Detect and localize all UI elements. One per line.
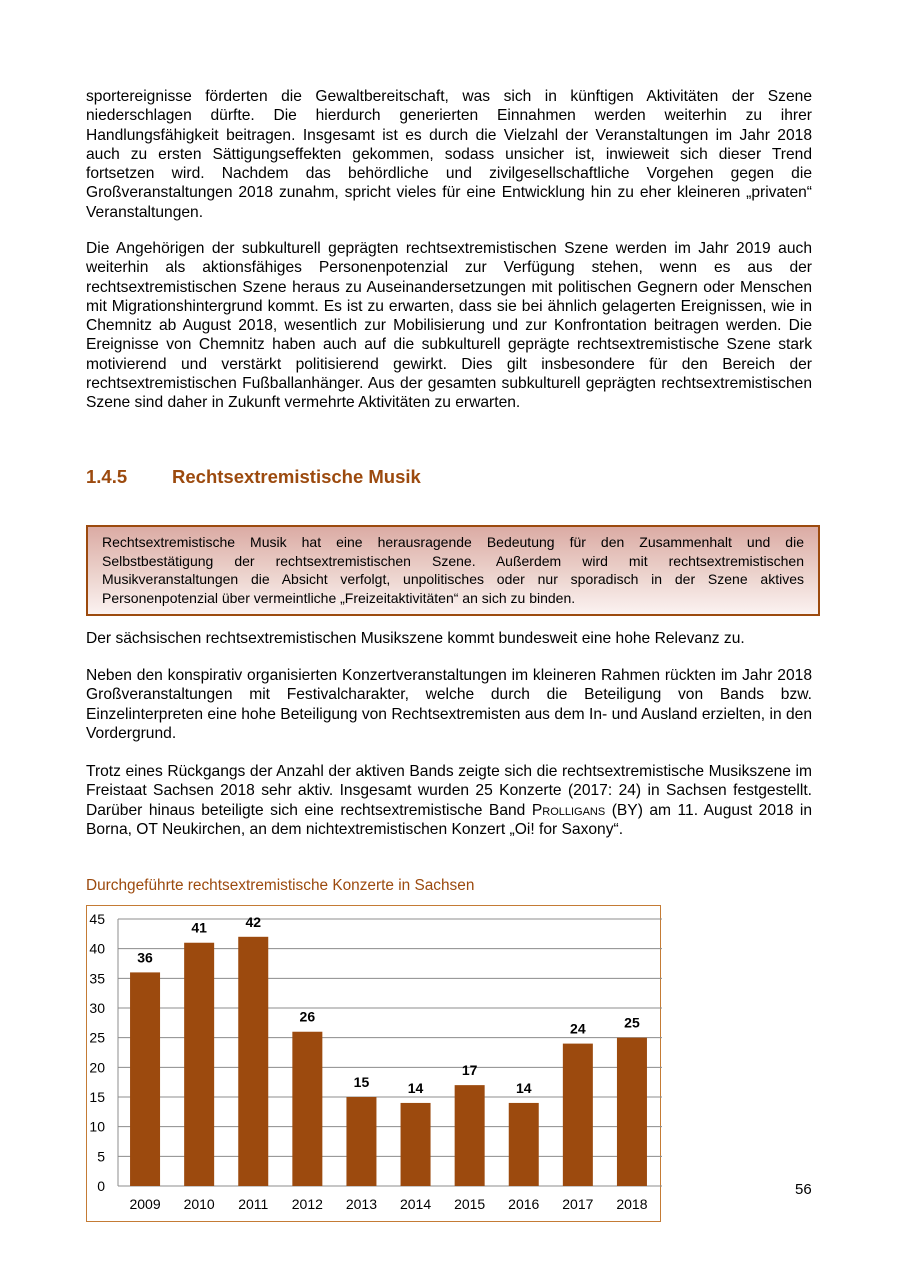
bar [563,1044,593,1186]
bar [509,1103,539,1186]
x-tick-label: 2012 [291,1196,323,1212]
x-tick-label: 2016 [508,1196,540,1212]
y-tick-label: 15 [89,1089,105,1105]
bar-value-label: 36 [137,949,153,966]
page-number: 56 [795,1181,812,1198]
bar [184,943,214,1186]
y-tick-label: 40 [89,940,105,957]
x-tick-label: 2009 [129,1196,161,1212]
paragraph-text-before-band: Trotz eines Rückgangs der Anzahl der aktiven Bands zeigte sich die rechtsextremistische Musikszene im Freistaat Sachsen 2018 sehr aktiv. Insgesamt wurden 25 Konzerte (2017: 24) in Sachsen festgestellt. Darüber hinaus beteiligte sich eine rechtsextremistische Band [86,763,812,819]
paragraph-concerts-2018 [86,762,812,839]
x-tick-label: 2014 [399,1196,432,1212]
summary-infobox: Rechtsextremistische Musik hat eine herausragende Bedeutung für den Zusammenhalt und die Selbstbestätigung der rechtsextremistischen Szene. Außerdem wird mit rechtsextremistischen Musikveranstaltungen die Absicht verfolgt, unpolitisches oder nur sporadisch in der Szene aktives Personenpotenzial über vermeintliche „Freizeitaktivitäten“ an sich zu binden. [86,525,820,616]
paragraph-subculture-outlook: Die Angehörigen der subkulturell geprägten rechtsextremistischen Szene werden im Jahr 2019 auch weiterhin als aktionsfähiges Personenpotenzial zur Verfügung stehen, wenn es aus der rechtsextremistischen Szene heraus zu Auseinandersetzungen mit politischen Gegnern oder Menschen mit Migrationshintergrund kommt. Es ist zu erwarten, dass sie bei ähnlich gelagerten Ereignissen, wie in Chemnitz ab August 2018, wesentlich zur Mobilisierung und zur Konfrontation beitragen werden. Die Ereignisse von Chemnitz haben auch auf die subkulturell geprägte rechtsextremistische Szene stark motivierend und verstärkt politisierend gewirkt. Dies gilt insbesondere für den Bereich der rechtsextremistischen Fußballanhänger. Aus der gesamten subkulturell geprägten rechtsextremistischen Szene sind daher in Zukunft vermehrte Aktivitäten zu erwarten. [86,240,812,412]
y-tick-label: 5 [97,1148,105,1165]
paragraph-festivals: Neben den konspirativ organisierten Konzertveranstaltungen im kleineren Rahmen rückten im Jahr 2018 Großveranstaltungen mit Festivalcharakter, welche durch die Beteiligung von Bands bzw. Einzelinterpreten eine hohe Beteiligung von Rechtsextremisten aus dem In- und Ausland erzielten, in den Vordergrund. [86,667,812,742]
bar [130,972,160,1186]
concerts-bar-chart-svg [87,906,662,1223]
bar-value-label: 24 [570,1020,586,1037]
y-tick-label: 35 [89,970,105,987]
x-tick-label: 2015 [454,1196,486,1212]
bar [346,1097,376,1186]
bar-value-label: 15 [353,1074,370,1090]
paragraph-relevance: Der sächsischen rechtsextremistischen Musikszene kommt bundesweit eine hohe Relevanz zu. [86,630,745,647]
bar [401,1103,431,1186]
y-tick-label: 0 [97,1178,105,1194]
section-number: 1.4.5 [86,466,128,487]
y-tick-label: 20 [89,1059,105,1076]
bar-value-label: 41 [191,919,207,936]
bar-value-label: 17 [461,1062,478,1079]
section-title: Rechtsextremistische Musik [172,466,421,487]
x-tick-label: 2017 [562,1196,594,1212]
bar-value-label: 14 [407,1079,424,1096]
bar [617,1038,647,1186]
y-tick-label: 10 [89,1118,105,1135]
bar-value-label: 14 [515,1079,532,1096]
x-tick-label: 2010 [183,1196,215,1212]
x-tick-label: 2011 [238,1196,269,1212]
y-tick-label: 30 [89,1000,105,1016]
band-name: Prolligans [531,801,606,819]
bar [238,937,268,1186]
concerts-chart [86,905,661,1222]
bar-value-label: 26 [299,1008,316,1025]
section-heading [86,466,421,488]
x-tick-label: 2013 [345,1196,378,1212]
bar-value-label: 25 [624,1014,640,1031]
paragraph-text-after-band: (BY) am 11. August 2018 in Borna, OT Neukirchen, an dem nichtextremistischen Konzert „Oi! for Saxony“. [86,801,812,838]
chart-caption: Durchgeführte rechtsextremistische Konzerte in Sachsen [86,877,475,894]
x-tick-label: 2018 [616,1196,648,1212]
bar [455,1085,485,1186]
paragraph-violence-outlook: sportereignisse förderten die Gewaltbereitschaft, was sich in künftigen Aktivitäten der Szene niederschlagen dürfte. Die hierdurch generierten Einnahmen werden weiterhin zu ihrer Handlungsfähigkeit beitragen. Insgesamt ist es durch die Vielzahl der Veranstaltungen im Jahr 2018 auch zu ersten Sättigungseffekten gekommen, sodass unsicher ist, inwieweit sich dieser Trend fortsetzen wird. Nachdem das behördliche und zivilgesellschaftliche Vorgehen gegen die Großveranstaltungen 2018 zunahm, spricht vieles für eine Entwicklung hin zu eher kleineren „privaten“ Veranstaltungen. [86,88,812,221]
y-tick-label: 25 [89,1029,105,1046]
y-tick-label: 45 [89,911,105,927]
bar [292,1032,322,1186]
bar-value-label: 42 [245,913,262,930]
